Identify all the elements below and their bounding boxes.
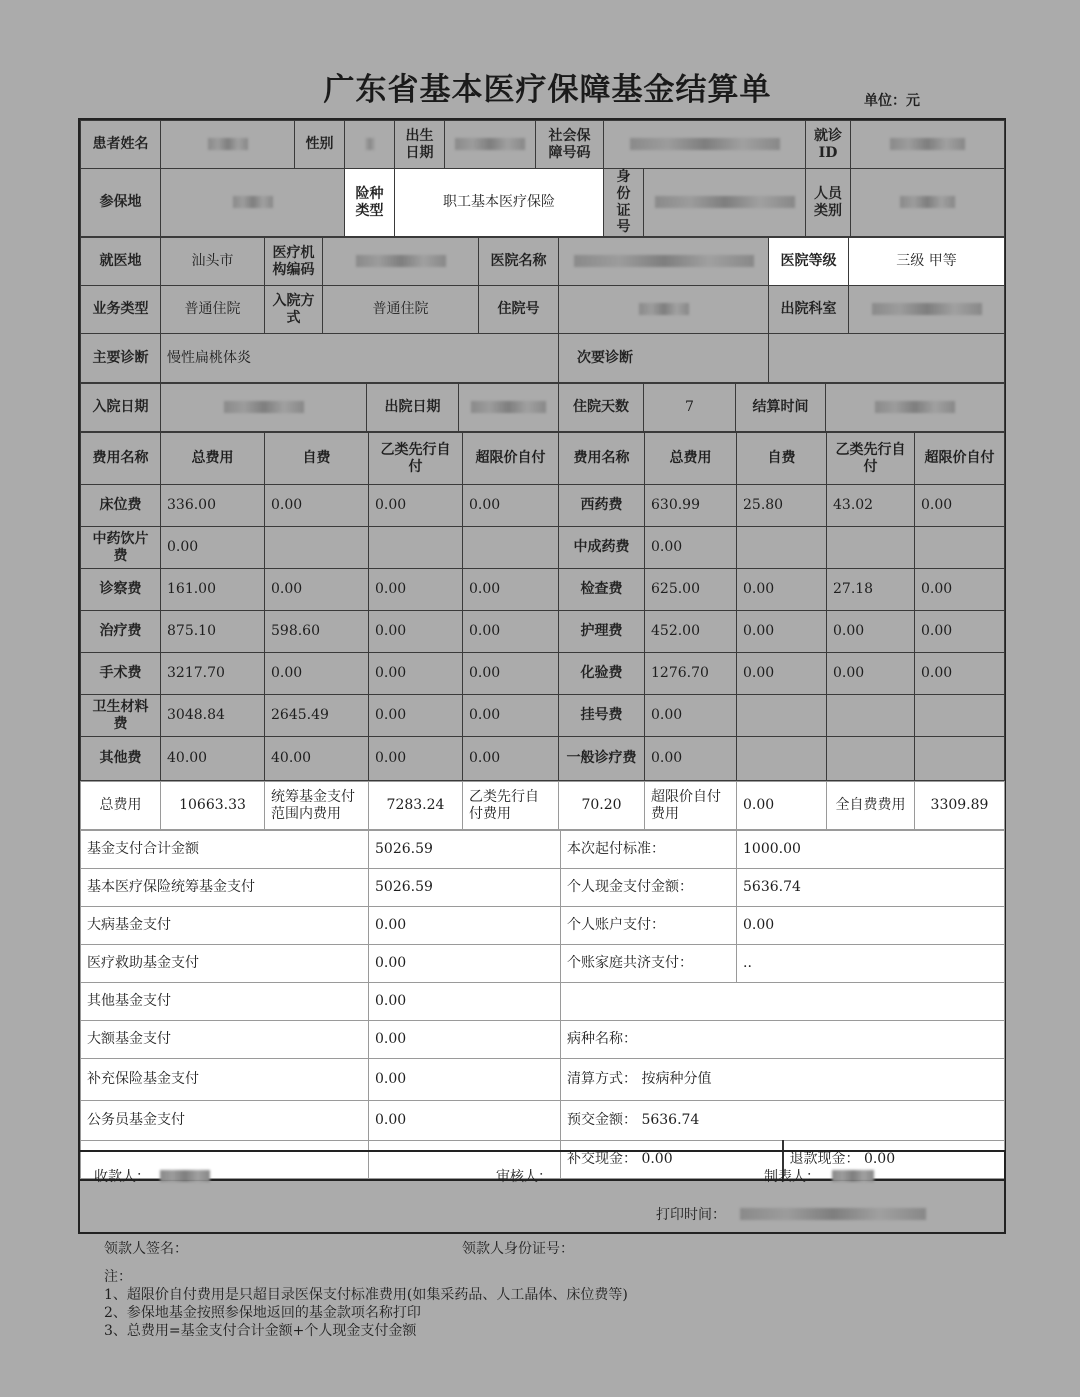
fee-over: 0.00: [915, 653, 1005, 695]
redacted-birth: [455, 138, 525, 150]
fee-over: 0.00: [915, 611, 1005, 653]
fee-total: 1276.70: [645, 653, 737, 695]
total-value: 10663.33: [161, 782, 265, 830]
fee-name: 治疗费: [81, 611, 161, 653]
table-row: [81, 611, 1005, 653]
settle-time-label: 结算时间: [736, 384, 826, 432]
fee-over: 0.00: [915, 485, 1005, 527]
inpatient-no-label: 住院号: [479, 286, 559, 334]
settlement-form: [78, 118, 1006, 1181]
fee-self: 598.60: [265, 611, 369, 653]
redacted-payee: [160, 1170, 210, 1182]
fee-total: 630.99: [645, 485, 737, 527]
fund-value: 0.00: [369, 1101, 561, 1141]
fee-self: [737, 695, 827, 737]
treatment-place-label: 就医地: [81, 238, 161, 286]
fee-total: 625.00: [645, 569, 737, 611]
fund-label: 基本医疗保险统筹基金支付: [81, 869, 369, 907]
family-value: ..: [737, 945, 1005, 983]
hospital-name-label: 医院名称: [479, 238, 559, 286]
fee-class-b: 0.00: [827, 653, 915, 695]
fund-value: 5026.59: [369, 831, 561, 869]
redacted-institution-code: [356, 255, 446, 267]
supplement-cash: 补交现金： 0.00: [561, 1141, 783, 1179]
fee-name: 诊察费: [81, 569, 161, 611]
header-class-b-2: 乙类先行自付: [827, 433, 915, 485]
admission-mode-value: 普通住院: [323, 286, 479, 334]
redacted-preparer: [832, 1170, 874, 1182]
table-row: [81, 527, 1005, 569]
ssn-label: 社会保障号码: [536, 121, 604, 169]
redacted-discharge-date: [471, 401, 546, 413]
fee-self: 0.00: [265, 569, 369, 611]
full-self-label: 全自费费用: [827, 782, 915, 830]
payee-label: 收款人：: [94, 1169, 150, 1185]
unit-label: 单位：元: [864, 93, 920, 109]
fee-over: [915, 695, 1005, 737]
fee-over: 0.00: [463, 611, 559, 653]
over-value: 0.00: [737, 782, 827, 830]
pool-scope-label: 统筹基金支付范围内费用: [265, 782, 369, 830]
reviewer-label: 审核人：: [496, 1169, 552, 1185]
id-card-label: 身份证号: [604, 169, 644, 237]
redacted-settle-time: [875, 401, 955, 413]
redacted-name: [208, 138, 248, 150]
redacted-discharge-dept: [872, 303, 982, 315]
fee-class-b: 0.00: [369, 485, 463, 527]
fee-name: 护理费: [559, 611, 645, 653]
header-over: 超限价自付: [463, 433, 559, 485]
table-row: [81, 737, 1005, 781]
fee-self: 40.00: [265, 737, 369, 781]
fund-label: 大额基金支付: [81, 1021, 369, 1059]
deductible-label: 本次起付标准：: [561, 831, 737, 869]
fee-over: [915, 527, 1005, 569]
fund-value: 5026.59: [369, 869, 561, 907]
primary-dx-label: 主要诊断: [81, 334, 161, 383]
fee-self: [265, 527, 369, 569]
fund-label: 其他基金支付: [81, 983, 369, 1021]
fee-class-b: 0.00: [827, 611, 915, 653]
fee-total: 40.00: [161, 737, 265, 781]
print-time-label: 打印时间：: [656, 1207, 726, 1223]
gender-label: 性别: [295, 121, 345, 169]
fee-class-b: 0.00: [369, 569, 463, 611]
secondary-dx-label: 次要诊断: [577, 349, 633, 366]
header-fee-name-2: 费用名称: [559, 433, 645, 485]
fee-class-b: 43.02: [827, 485, 915, 527]
person-type-label: 人员类别: [806, 169, 851, 237]
hospital-level-value: 三级 甲等: [849, 238, 1005, 286]
fee-class-b: [369, 527, 463, 569]
fee-class-b: 0.00: [369, 737, 463, 781]
dates-table: [80, 383, 1005, 432]
fee-class-b: [827, 737, 915, 781]
fee-name: 检查费: [559, 569, 645, 611]
fee-total: 875.10: [161, 611, 265, 653]
table-row: [81, 569, 1005, 611]
fund-label: 大病基金支付: [81, 907, 369, 945]
discharge-dept-label: 出院科室: [769, 286, 849, 334]
fee-class-b: 27.18: [827, 569, 915, 611]
signature-box: [78, 1150, 1006, 1234]
fee-over: 0.00: [463, 653, 559, 695]
patient-name-label: 患者姓名: [81, 121, 161, 169]
redacted-gender: [366, 138, 374, 150]
fee-name: 中成药费: [559, 527, 645, 569]
header-self-2: 自费: [737, 433, 827, 485]
pool-scope-value: 7283.24: [369, 782, 463, 830]
fee-self: [737, 527, 827, 569]
primary-dx-value: 慢性扁桃体炎: [161, 334, 559, 383]
account-label: 个人账户支付：: [561, 907, 737, 945]
fee-header-row: [81, 433, 1005, 485]
fee-total: 0.00: [161, 527, 265, 569]
full-self-value: 3309.89: [915, 782, 1005, 830]
note-2: 2、参保地基金按照参保地返回的基金款项名称打印: [104, 1305, 421, 1321]
fund-value: 0.00: [369, 945, 561, 983]
treatment-info-table: [80, 237, 1005, 383]
redacted-person-type: [900, 196, 955, 208]
cash-value: 5636.74: [737, 869, 1005, 907]
fund-label: 补充保险基金支付: [81, 1059, 369, 1101]
fee-self: 0.00: [265, 653, 369, 695]
business-type-value: 普通住院: [161, 286, 265, 334]
fee-class-b: 0.00: [369, 611, 463, 653]
settle-method: 清算方式： 按病种分值: [561, 1059, 1005, 1101]
admission-mode-label: 入院方式: [265, 286, 323, 334]
days-label: 住院天数: [559, 384, 644, 432]
fee-name: 手术费: [81, 653, 161, 695]
insured-place-label: 参保地: [81, 169, 161, 237]
refund-cash: 退款现金： 0.00: [783, 1141, 1005, 1179]
fee-total: 452.00: [645, 611, 737, 653]
treatment-place-value: 汕头市: [161, 238, 265, 286]
total-label: 总费用: [81, 782, 161, 830]
table-row: [81, 695, 1005, 737]
class-b-label: 乙类先行自付费用: [463, 782, 559, 830]
fee-total: 0.00: [645, 737, 737, 781]
fee-self: 0.00: [265, 485, 369, 527]
fee-self: 25.80: [737, 485, 827, 527]
disease-name: 病种名称：: [561, 1021, 1005, 1059]
header-total: 总费用: [161, 433, 265, 485]
fee-self: 2645.49: [265, 695, 369, 737]
fee-total: 0.00: [645, 527, 737, 569]
hospital-level-label: 医院等级: [769, 238, 849, 286]
fee-total: 0.00: [645, 695, 737, 737]
over-label: 超限价自付费用: [645, 782, 737, 830]
fee-self: [737, 737, 827, 781]
header-self: 自费: [265, 433, 369, 485]
note-1: 1、超限价自付费用是只超目录医保支付标准费用(如集采药品、人工晶体、床位费等): [104, 1287, 628, 1303]
fee-total: 3048.84: [161, 695, 265, 737]
document-title: 广东省基本医疗保障基金结算单: [323, 72, 772, 108]
fee-over: [463, 527, 559, 569]
fund-payment-table: [80, 830, 1005, 1179]
patient-info-table: [80, 120, 1005, 237]
account-value: 0.00: [737, 907, 1005, 945]
visit-id-label: 就诊ID: [806, 121, 851, 169]
fund-label: 医疗救助基金支付: [81, 945, 369, 983]
fee-name: 床位费: [81, 485, 161, 527]
cash-label: 个人现金支付金额：: [561, 869, 737, 907]
institution-code-label: 医疗机构编码: [265, 238, 323, 286]
totals-table: [80, 781, 1005, 830]
table-row: [81, 653, 1005, 695]
fee-name: 西药费: [559, 485, 645, 527]
fee-self: 0.00: [737, 611, 827, 653]
receiver-sign-label: 领款人签名：: [104, 1241, 188, 1257]
deductible-value: 1000.00: [737, 831, 1005, 869]
fund-label: 公务员基金支付: [81, 1101, 369, 1141]
days-value: 7: [644, 384, 736, 432]
family-label: 个账家庭共济支付：: [561, 945, 737, 983]
header-fee-name: 费用名称: [81, 433, 161, 485]
fee-self: 0.00: [737, 569, 827, 611]
fee-over: 0.00: [463, 695, 559, 737]
fee-name: 挂号费: [559, 695, 645, 737]
fee-total: 336.00: [161, 485, 265, 527]
fee-self: 0.00: [737, 653, 827, 695]
fund-value: 0.00: [369, 983, 561, 1021]
prepaid-amount: 预交金额： 5636.74: [561, 1101, 1005, 1141]
receiver-id-label: 领款人身份证号：: [462, 1241, 574, 1257]
header-class-b: 乙类先行自付: [369, 433, 463, 485]
fund-value: 0.00: [369, 907, 561, 945]
fee-class-b: [827, 695, 915, 737]
table-row: [81, 485, 1005, 527]
discharge-date-label: 出院日期: [367, 384, 459, 432]
fee-total: 3217.70: [161, 653, 265, 695]
fee-over: 0.00: [463, 485, 559, 527]
redacted-visit-id: [890, 138, 965, 150]
note-3: 3、总费用=基金支付合计金额+个人现金支付金额: [104, 1323, 417, 1339]
redacted-inpatient-no: [639, 303, 689, 315]
insurance-type-label: 险种类型: [345, 169, 395, 237]
fee-class-b: [827, 527, 915, 569]
fee-class-b: 0.00: [369, 653, 463, 695]
fee-total: 161.00: [161, 569, 265, 611]
redacted-print-time: [740, 1208, 926, 1220]
fund-label: 基金支付合计金额: [81, 831, 369, 869]
redacted-admission-date: [224, 401, 304, 413]
redacted-insured-place: [233, 196, 273, 208]
business-type-label: 业务类型: [81, 286, 161, 334]
fee-name: 化验费: [559, 653, 645, 695]
admission-date-label: 入院日期: [81, 384, 161, 432]
fee-name: 中药饮片费: [81, 527, 161, 569]
redacted-ssn: [630, 138, 780, 150]
header-total-2: 总费用: [645, 433, 737, 485]
fee-name: 一般诊疗费: [559, 737, 645, 781]
fee-name: 其他费: [81, 737, 161, 781]
fee-over: 0.00: [463, 737, 559, 781]
class-b-value: 70.20: [559, 782, 645, 830]
redacted-hospital-name: [574, 255, 754, 267]
fund-value: 0.00: [369, 1021, 561, 1059]
fee-class-b: 0.00: [369, 695, 463, 737]
fee-detail-table: [80, 432, 1005, 781]
birth-label: 出生日期: [395, 121, 445, 169]
preparer-label: 制表人：: [764, 1169, 820, 1185]
fee-over: [915, 737, 1005, 781]
note-title: 注：: [104, 1269, 132, 1285]
fee-over: 0.00: [915, 569, 1005, 611]
fund-value: 0.00: [369, 1059, 561, 1101]
fee-name: 卫生材料费: [81, 695, 161, 737]
insurance-type-value: 职工基本医疗保险: [395, 169, 604, 237]
redacted-id-card: [655, 196, 795, 208]
fee-over: 0.00: [463, 569, 559, 611]
header-over-2: 超限价自付: [915, 433, 1005, 485]
